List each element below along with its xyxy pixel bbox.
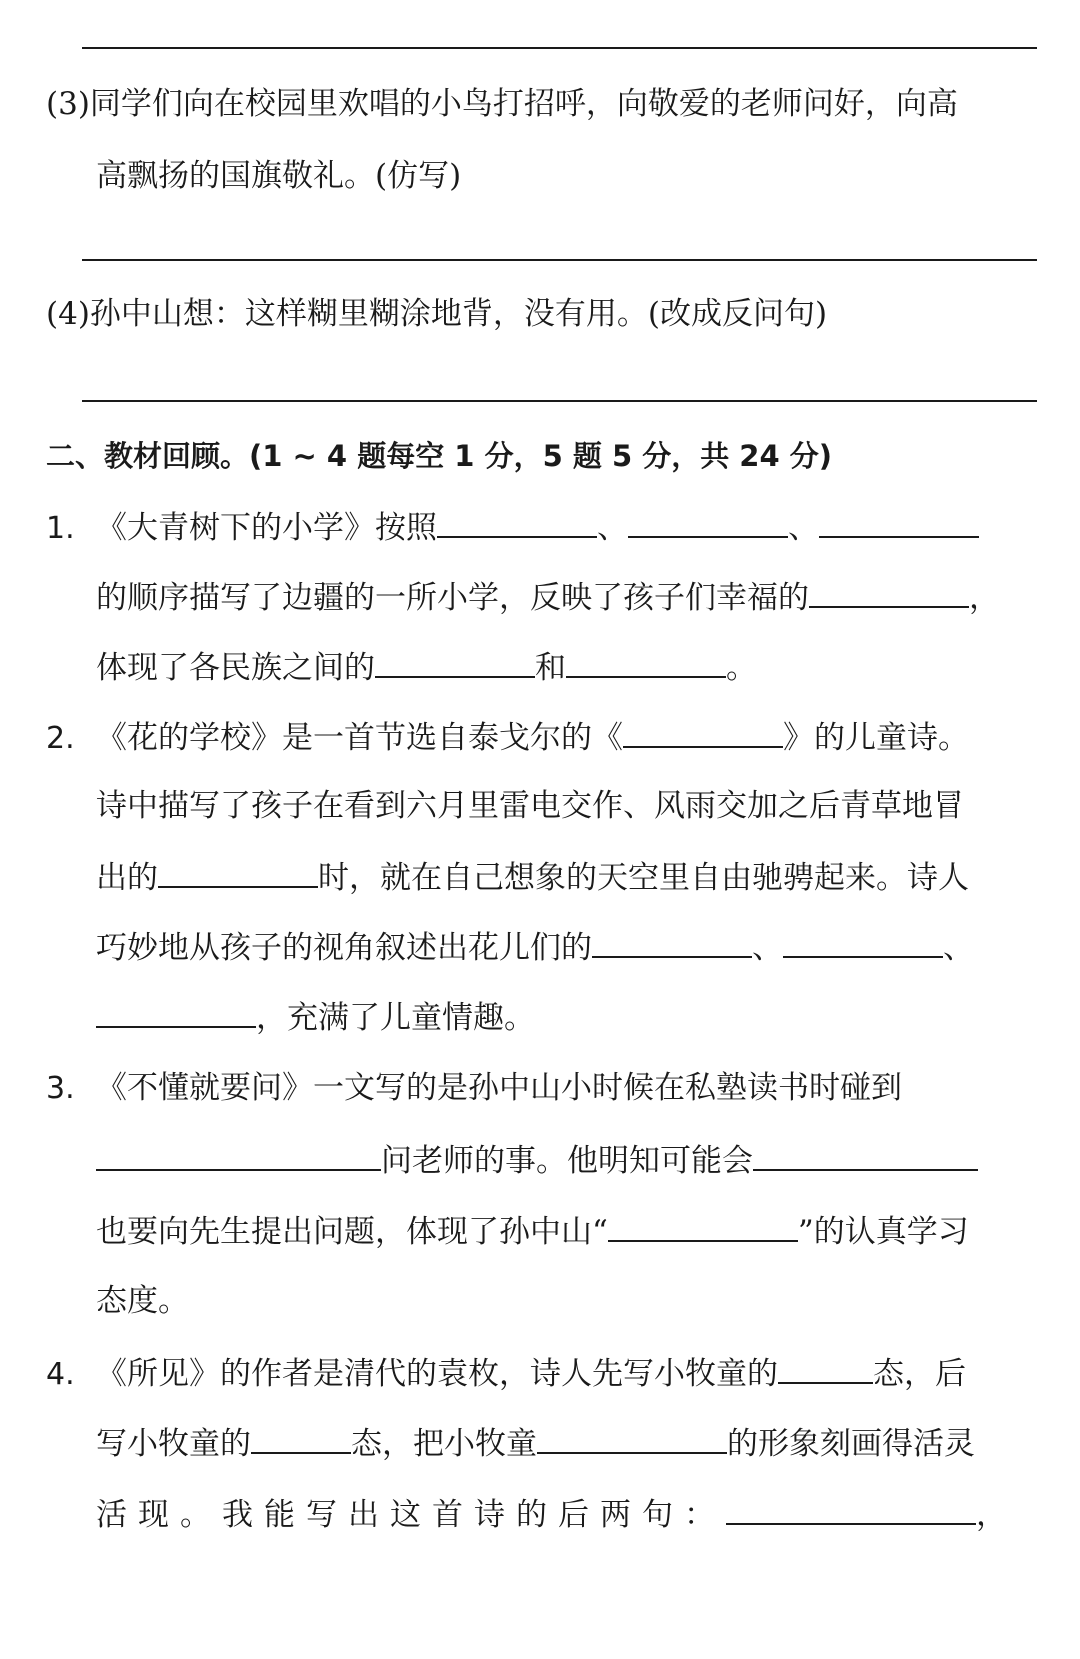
fill-in-blank[interactable] [778, 1352, 873, 1384]
question-3-number: 3. [46, 1071, 75, 1106]
question-1-number: 1. [46, 511, 75, 546]
section-2-heading: 二、教材回顾。(1 ~ 4 题每空 1 分，5 题 5 分，共 24 分) [46, 439, 833, 473]
question-2-line-3 [96, 856, 969, 898]
question-1-text: 和 [535, 650, 566, 686]
question-2-text: 》的儿童诗。 [783, 720, 969, 756]
question-2-line-4 [96, 926, 974, 968]
fill-in-blank[interactable] [819, 506, 979, 538]
exercise-3-number: (3) [46, 86, 90, 122]
question-2-line-1 [46, 716, 969, 759]
answer-line[interactable] [82, 47, 1037, 49]
question-4-text: 《所见》的作者是清代的袁枚，诗人先写小牧童的 [96, 1356, 778, 1392]
fill-in-blank[interactable] [375, 646, 535, 678]
fill-in-blank[interactable] [96, 996, 256, 1028]
fill-in-blank[interactable] [623, 716, 783, 748]
fill-in-blank[interactable] [628, 506, 788, 538]
question-2-text: 诗中描写了孩子在看到六月里雷电交作、风雨交加之后青草地冒 [96, 788, 964, 824]
exercise-3-text-2: 高飘扬的国旗敬礼。(仿写) [96, 158, 462, 194]
question-3-line-1 [46, 1068, 902, 1109]
question-2-line-5 [96, 996, 535, 1038]
punctuation: ， [969, 580, 1000, 616]
fill-in-blank[interactable] [537, 1422, 727, 1454]
question-3-text: ”的认真学习 [797, 1214, 969, 1250]
question-1-text: 《大青树下的小学》按照 [96, 510, 437, 546]
question-2-text: 时，就在自己想象的天空里自由驰骋起来。诗人 [318, 860, 969, 896]
separator: 、 [752, 930, 783, 966]
punctuation: 。 [726, 650, 757, 686]
question-4-text: 态，后 [873, 1356, 966, 1392]
fill-in-blank[interactable] [726, 1493, 976, 1525]
fill-in-blank[interactable] [158, 856, 318, 888]
answer-line[interactable] [82, 259, 1037, 261]
question-1-line-1 [46, 506, 979, 549]
question-1-line-3 [96, 646, 757, 688]
fill-in-blank[interactable] [251, 1422, 351, 1454]
punctuation: ， [976, 1497, 1018, 1533]
question-1-text: 的顺序描写了边疆的一所小学，反映了孩子们幸福的 [96, 580, 809, 616]
question-4-line-2 [96, 1422, 975, 1464]
answer-line[interactable] [82, 400, 1037, 402]
fill-in-blank[interactable] [783, 926, 943, 958]
question-3-text: 态度。 [96, 1283, 189, 1319]
fill-in-blank[interactable] [96, 1139, 381, 1171]
fill-in-blank[interactable] [566, 646, 726, 678]
question-3-text: 《不懂就要问》一文写的是孙中山小时候在私塾读书时碰到 [96, 1070, 902, 1106]
question-2-number: 2. [46, 721, 75, 756]
fill-in-blank[interactable] [753, 1139, 978, 1171]
question-3-line-4 [96, 1281, 189, 1321]
question-3-line-3 [96, 1210, 969, 1252]
separator: 、 [788, 510, 819, 546]
exercise-4-line-1 [46, 294, 827, 334]
question-2-line-2 [96, 786, 964, 826]
question-3-text: 也要向先生提出问题，体现了孙中山“ [96, 1214, 608, 1250]
fill-in-blank[interactable] [608, 1210, 798, 1242]
question-3-line-2 [96, 1139, 978, 1181]
exercise-3-line-1 [46, 84, 958, 124]
question-2-text: 巧妙地从孩子的视角叙述出花儿们的 [96, 930, 592, 966]
exercise-4-text-1: 孙中山想：这样糊里糊涂地背，没有用。(改成反问句) [89, 296, 828, 332]
separator: 、 [597, 510, 628, 546]
question-1-line-2 [96, 576, 1000, 618]
question-2-text: 出的 [96, 860, 158, 896]
question-4-line-3 [96, 1493, 1018, 1535]
question-4-text: 态，把小牧童 [351, 1426, 537, 1462]
question-4-text: 活现。我能写出这首诗的后两句： [96, 1497, 726, 1533]
question-1-text: 体现了各民族之间的 [96, 650, 375, 686]
question-4-text: 的形象刻画得活灵 [727, 1426, 975, 1462]
exercise-3-text-1: 同学们向在校园里欢唱的小鸟打招呼，向敬爱的老师问好，向高 [89, 86, 958, 122]
fill-in-blank[interactable] [809, 576, 969, 608]
fill-in-blank[interactable] [592, 926, 752, 958]
exercise-3-line-2 [96, 156, 461, 196]
exercise-4-number: (4) [46, 296, 90, 332]
question-4-number: 4. [46, 1357, 75, 1392]
question-4-text: 写小牧童的 [96, 1426, 251, 1462]
question-2-text: 《花的学校》是一首节选自泰戈尔的《 [96, 720, 623, 756]
fill-in-blank[interactable] [437, 506, 597, 538]
question-2-text: ，充满了儿童情趣。 [256, 1000, 535, 1036]
question-4-line-1 [46, 1352, 966, 1395]
question-3-text: 问老师的事。他明知可能会 [381, 1143, 753, 1179]
separator: 、 [943, 930, 974, 966]
